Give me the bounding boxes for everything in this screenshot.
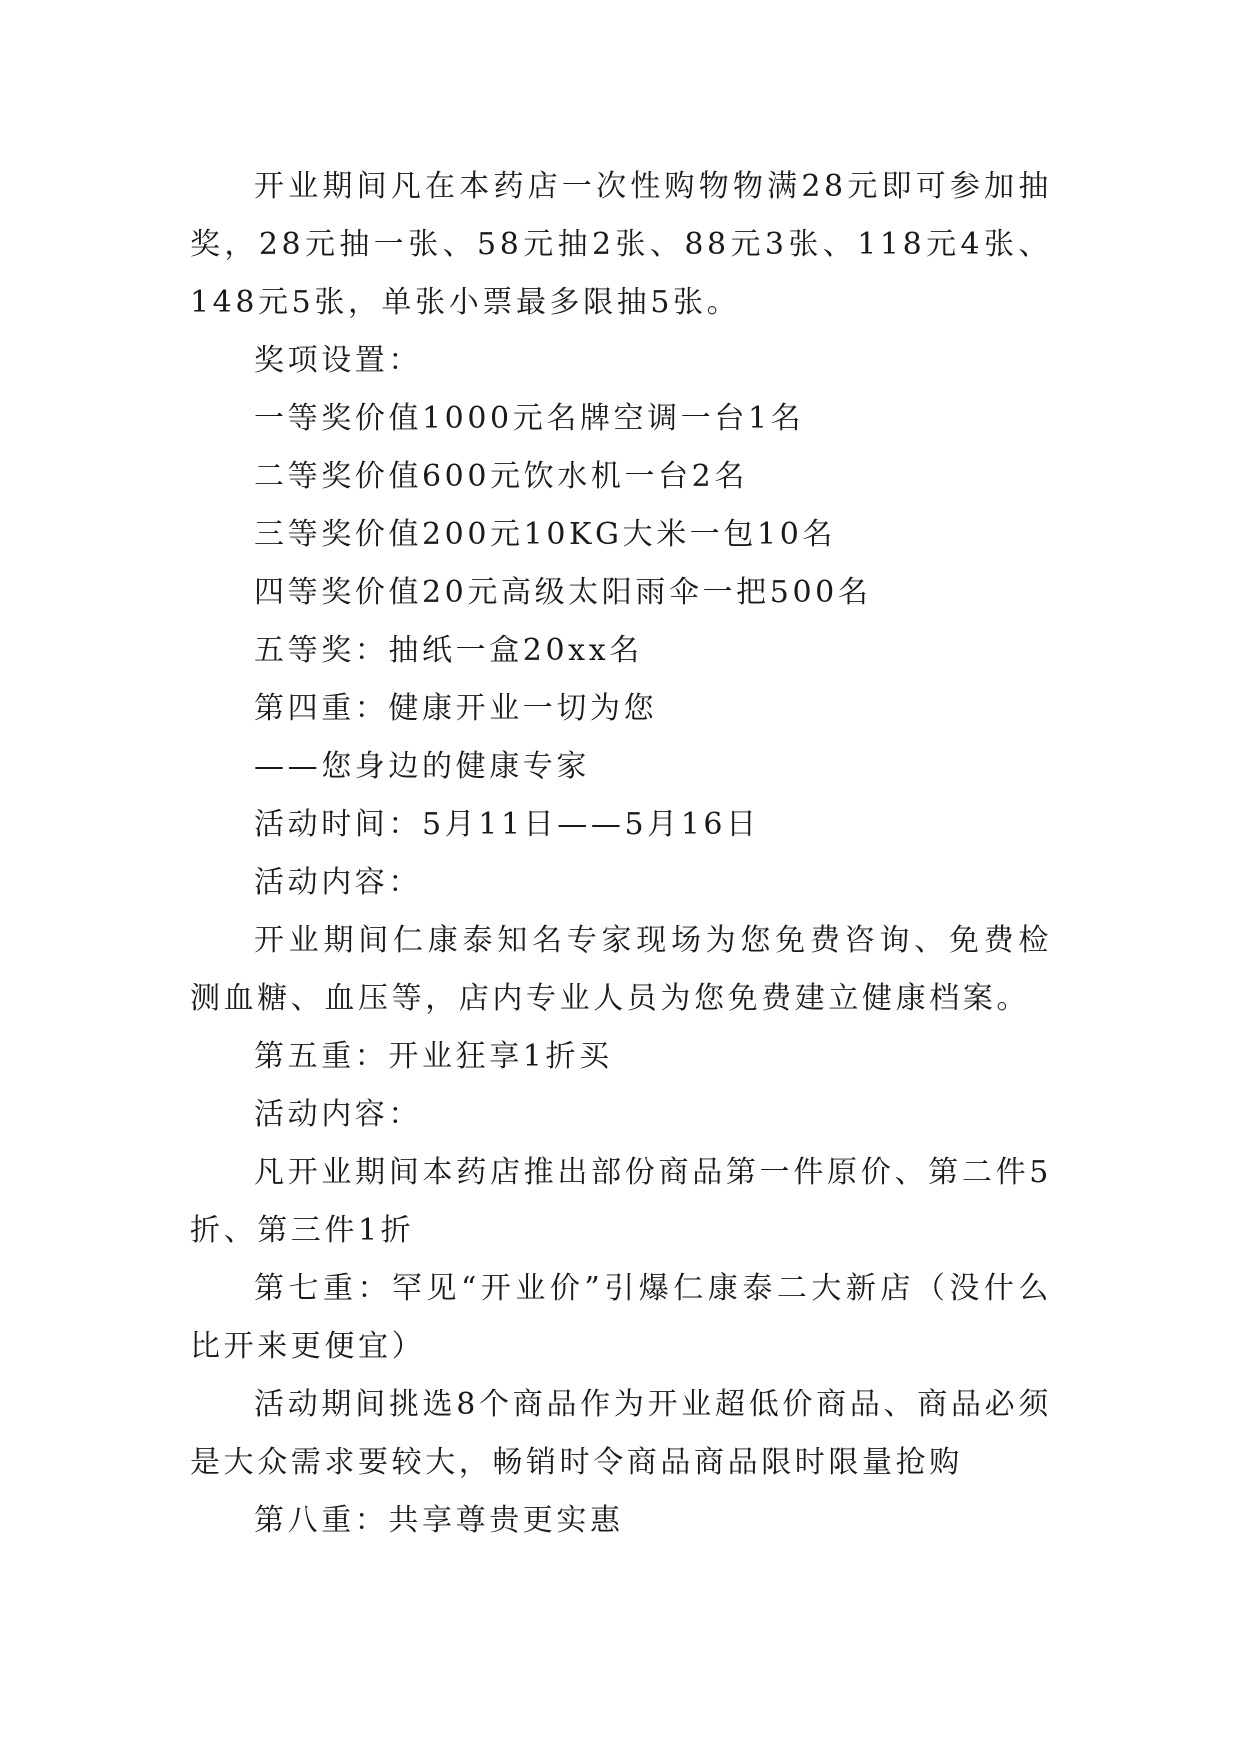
paragraph-third-prize: 三等奖价值200元10KG大米一包10名 bbox=[254, 517, 836, 552]
paragraph-activity-content-heading: 活动内容： bbox=[254, 865, 422, 900]
paragraph-second-prize: 二等奖价值600元饮水机一台2名 bbox=[254, 459, 748, 494]
paragraph-fifth-prize: 五等奖：抽纸一盒20xx名 bbox=[254, 633, 643, 668]
document-body bbox=[190, 158, 1052, 1550]
paragraph-expert-consultation: 开业期间仁康泰知名专家现场为您免费咨询、免费检测血糖、血压等，店内专业人员为您免费建立健康档案。 bbox=[190, 923, 1052, 1016]
paragraph-fourth-prize: 四等奖价值20元高级太阳雨伞一把500名 bbox=[254, 575, 872, 610]
paragraph-activity-time: 活动时间：5月11日——5月16日 bbox=[254, 807, 760, 842]
paragraph-section-four-title: 第四重：健康开业一切为您 bbox=[254, 691, 658, 726]
paragraph-section-eight-title: 第八重：共享尊贵更实惠 bbox=[254, 1503, 624, 1538]
paragraph-first-prize: 一等奖价值1000元名牌空调一台1名 bbox=[254, 401, 805, 436]
paragraph-discount-rules: 凡开业期间本药店推出部份商品第一件原价、第二件5折、第三件1折 bbox=[190, 1155, 1052, 1248]
paragraph-section-five-title: 第五重：开业狂享1折买 bbox=[254, 1039, 613, 1074]
paragraph-section-seven-title: 第七重：罕见“开业价”引爆仁康泰二大新店（没什么比开来更便宜） bbox=[190, 1271, 1052, 1364]
paragraph-prize-setup-heading: 奖项设置： bbox=[254, 343, 422, 378]
paragraph-low-price-goods: 活动期间挑选8个商品作为开业超低价商品、商品必须是大众需求要较大，畅销时令商品商品限时限量抢购 bbox=[190, 1387, 1052, 1480]
paragraph-section-four-subtitle: ——您身边的健康专家 bbox=[254, 749, 590, 784]
paragraph-lottery-rules: 开业期间凡在本药店一次性购物物满28元即可参加抽奖，28元抽一张、58元抽2张、88元3张、118元4张、148元5张，单张小票最多限抽5张。 bbox=[190, 169, 1052, 320]
paragraph-activity-content-heading-2: 活动内容： bbox=[254, 1097, 422, 1132]
